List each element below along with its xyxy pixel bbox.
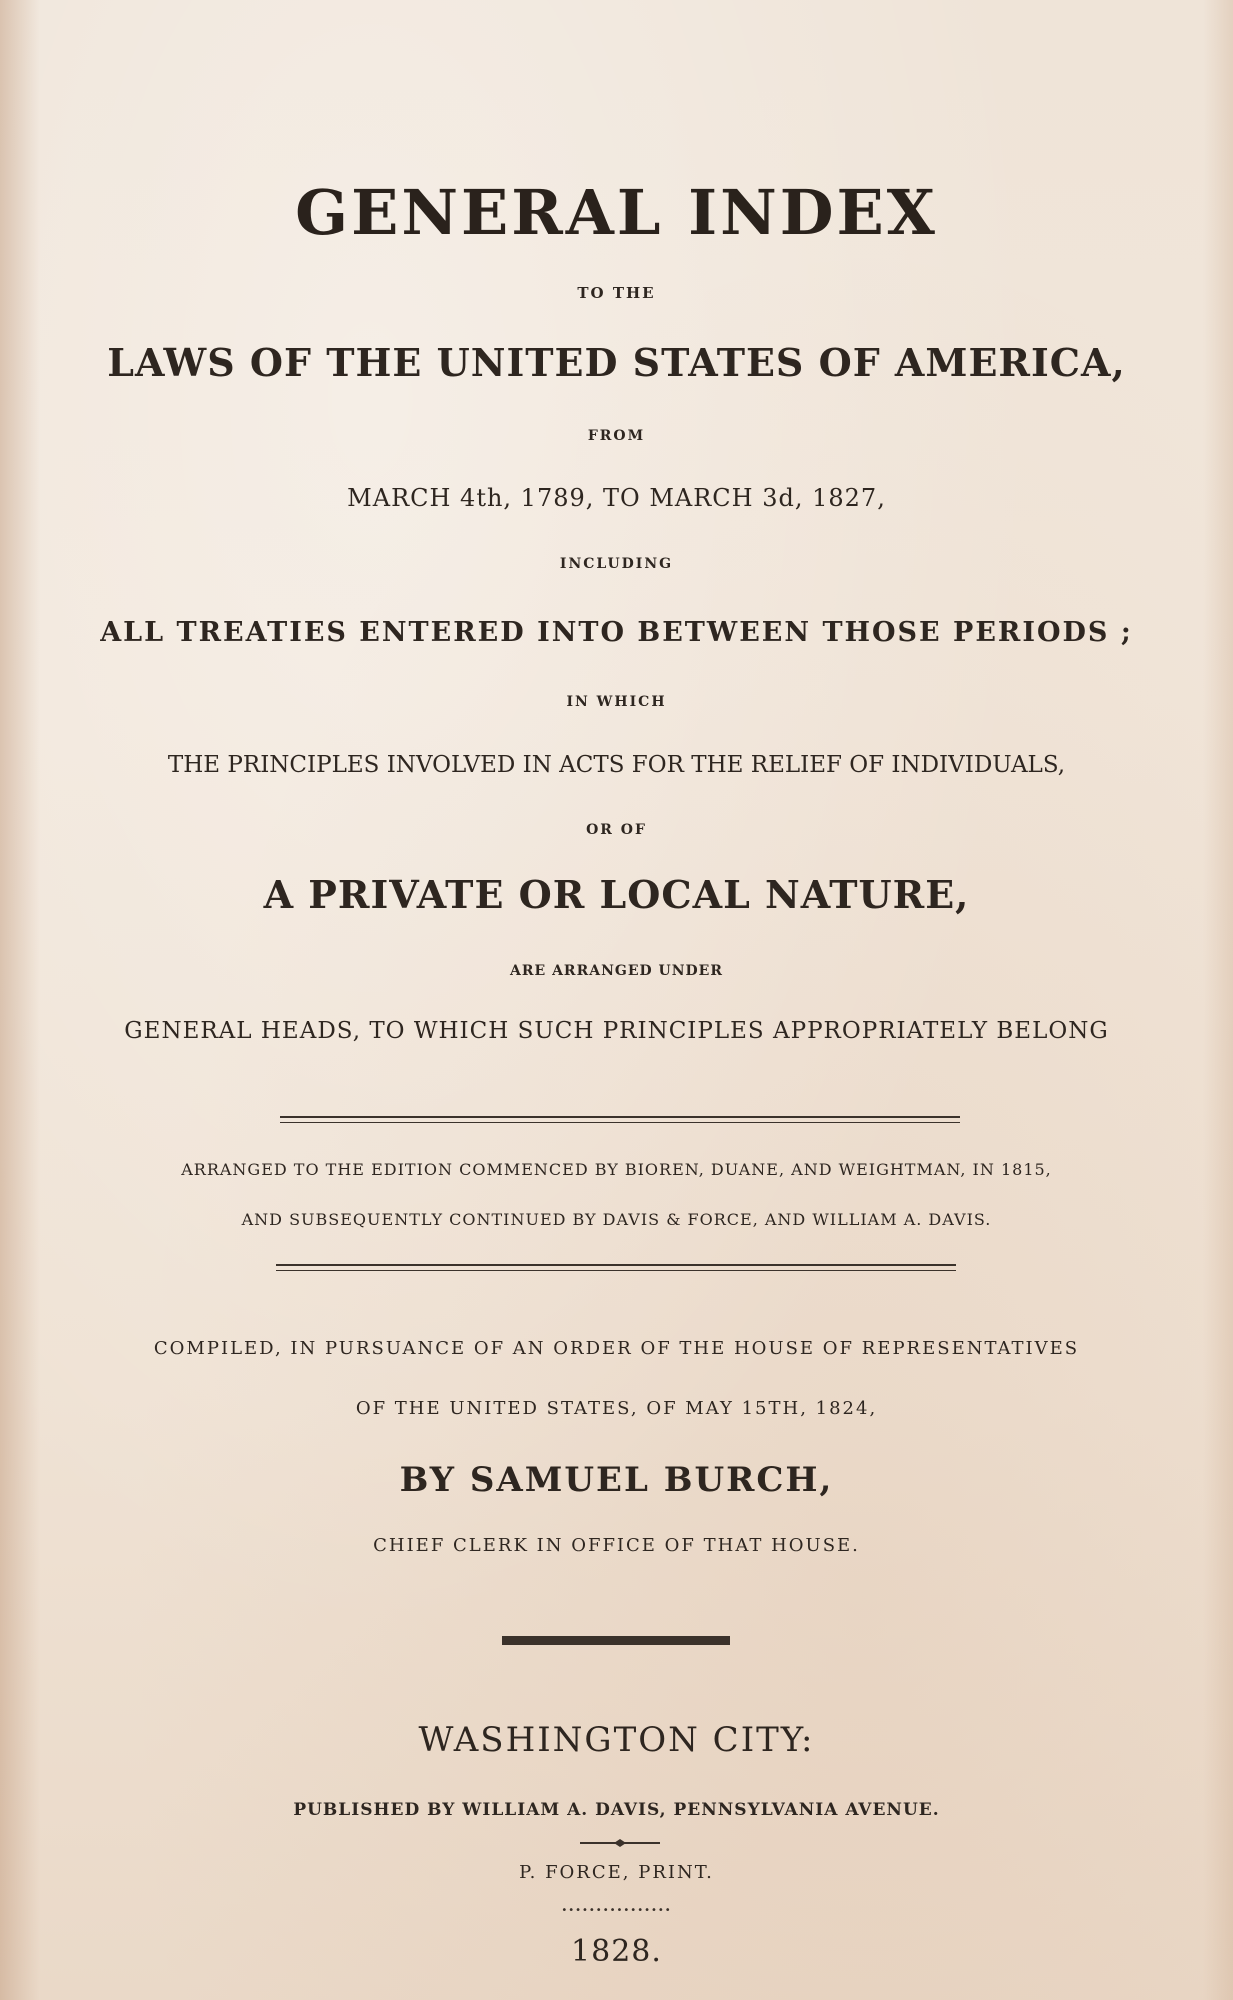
continued-line: AND SUBSEQUENTLY CONTINUED BY DAVIS & FORCE, AND WILLIAM A. DAVIS. <box>241 1210 992 1229</box>
private-nature-heading: A PRIVATE OR LOCAL NATURE, <box>263 872 970 917</box>
from-text: FROM <box>587 428 646 444</box>
united-states-date-line: OF THE UNITED STATES, OF MAY 15TH, 1824, <box>355 1398 878 1419</box>
divider-rule-1 <box>280 1116 960 1123</box>
divider-rule-3 <box>502 1636 730 1645</box>
edition-line: ARRANGED TO THE EDITION COMMENCED BY BIOREN, DUANE, AND WEIGHTMAN, IN 1815, <box>181 1160 1052 1179</box>
publisher-line: PUBLISHED BY WILLIAM A. DAVIS, PENNSYLVANIA AVENUE. <box>293 1800 940 1820</box>
year-line: 1828. <box>571 1934 662 1969</box>
compiled-line: COMPILED, IN PURSUANCE OF AN ORDER OF THE HOUSE OF REPRESENTATIVES <box>153 1338 1080 1359</box>
including-text: INCLUDING <box>559 556 674 572</box>
printer-line: P. FORCE, PRINT. <box>519 1862 714 1883</box>
general-heads-line: GENERAL HEADS, TO WHICH SUCH PRINCIPLES APPROPRIATELY BELONG <box>124 1018 1109 1044</box>
author-title-line: CHIEF CLERK IN OFFICE OF THAT HOUSE. <box>373 1535 860 1556</box>
city-heading: WASHINGTON CITY: <box>418 1720 815 1760</box>
ornament-rule-icon <box>580 1838 660 1848</box>
author-line: BY SAMUEL BURCH, <box>399 1460 834 1500</box>
laws-heading: LAWS OF THE UNITED STATES OF AMERICA, <box>107 340 1126 385</box>
main-title: GENERAL INDEX <box>295 176 938 249</box>
or-of-text: OR OF <box>586 822 647 838</box>
principles-line: THE PRINCIPLES INVOLVED IN ACTS FOR THE RELIEF OF INDIVIDUALS, <box>167 752 1066 778</box>
dot-ornament: •••••••••••••••• <box>561 1905 672 1916</box>
arranged-under-text: ARE ARRANGED UNDER <box>510 963 723 979</box>
in-which-text: IN WHICH <box>566 694 667 710</box>
date-range: MARCH 4th, 1789, TO MARCH 3d, 1827, <box>347 484 886 512</box>
treaties-line: ALL TREATIES ENTERED INTO BETWEEN THOSE PERIODS ; <box>100 617 1133 648</box>
divider-rule-2 <box>276 1264 956 1271</box>
to-the-text: TO THE <box>577 284 656 302</box>
